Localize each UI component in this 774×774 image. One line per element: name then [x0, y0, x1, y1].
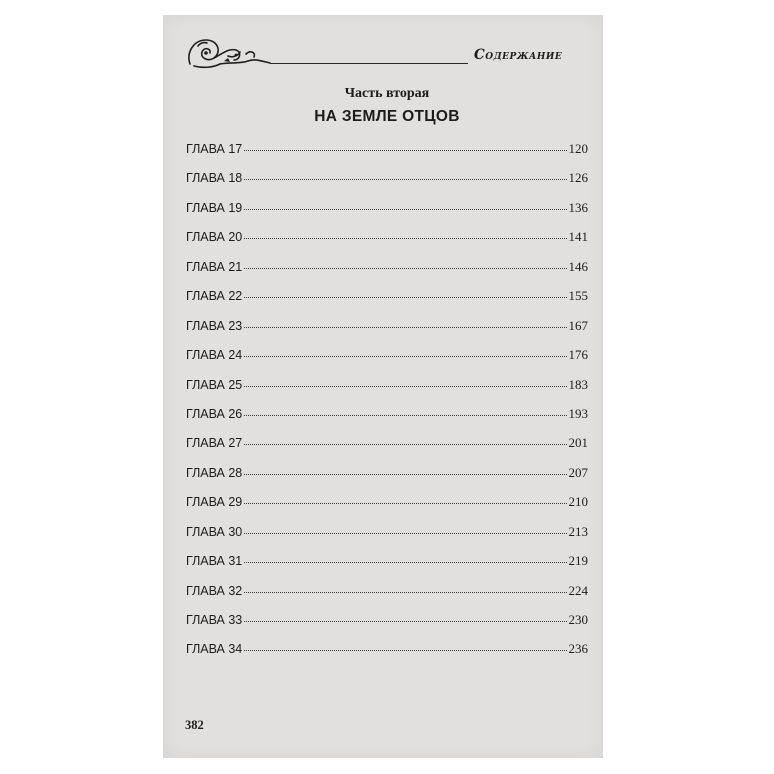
toc-page-number: 224	[568, 582, 588, 598]
toc-leader-dots	[244, 592, 566, 593]
toc-chapter-title: ГЛАВА 29	[186, 495, 243, 510]
toc-leader-dots	[244, 386, 566, 387]
toc-page-number: 230	[568, 612, 588, 627]
toc-page-number: 176	[568, 347, 588, 363]
toc-row	[186, 583, 588, 612]
toc-chapter-title: ГЛАВА 22	[186, 289, 243, 304]
toc-row	[186, 553, 588, 582]
toc-leader-dots	[244, 533, 566, 534]
toc-page-number: 219	[568, 553, 588, 569]
part-title: Часть вторая	[344, 86, 430, 101]
toc-row	[186, 612, 588, 641]
toc-chapter-title: ГЛАВА 27	[186, 436, 243, 451]
toc-chapter-title: ГЛАВА 26	[186, 406, 243, 421]
toc-page-number: 146	[568, 258, 588, 274]
toc-chapter-title: ГЛАВА 33	[186, 613, 243, 627]
toc-chapter-title: ГЛАВА 30	[186, 524, 243, 539]
toc-page-number: 136	[568, 199, 588, 215]
toc-leader-dots	[244, 415, 566, 416]
toc-page-number: 167	[568, 317, 588, 333]
toc-page-number: 207	[568, 464, 588, 480]
toc-row	[186, 229, 588, 258]
toc-leader-dots	[244, 268, 566, 269]
toc-chapter-title: ГЛАВА 24	[186, 348, 243, 363]
toc-row	[186, 465, 588, 494]
toc-leader-dots	[244, 474, 566, 475]
toc-row	[186, 318, 588, 347]
toc-leader-dots	[244, 650, 566, 651]
toc-row	[186, 524, 588, 553]
toc-page-number: 183	[568, 376, 588, 392]
toc-row	[186, 141, 588, 170]
toc-row	[186, 170, 588, 199]
toc-chapter-title: ГЛАВА 32	[186, 583, 243, 598]
toc-page-number: 201	[568, 435, 588, 451]
toc-row	[186, 406, 588, 435]
scroll-ornament-icon	[184, 34, 276, 72]
running-head: Содержание	[474, 47, 563, 63]
toc-leader-dots	[244, 356, 566, 357]
toc-leader-dots	[244, 150, 566, 151]
toc-chapter-title: ГЛАВА 28	[186, 465, 243, 480]
toc-page-number: 193	[568, 405, 588, 421]
toc-row	[186, 494, 588, 523]
toc-page-number: 120	[568, 141, 588, 156]
toc-page-number: 155	[568, 288, 588, 304]
toc-chapter-title: ГЛАВА 20	[186, 230, 243, 245]
toc-leader-dots	[244, 327, 566, 328]
toc-leader-dots	[244, 562, 566, 563]
toc-page-number: 213	[568, 523, 588, 539]
toc-row	[186, 288, 588, 317]
toc-leader-dots	[244, 209, 566, 210]
toc-row	[186, 435, 588, 464]
toc-page-number: 126	[568, 170, 588, 186]
toc-chapter-title: ГЛАВА 19	[186, 200, 243, 215]
toc-chapter-title: ГЛАВА 31	[186, 554, 243, 569]
toc-row	[186, 641, 588, 670]
toc-page-number: 236	[568, 641, 588, 657]
toc-row	[186, 377, 588, 406]
toc-chapter-title: ГЛАВА 17	[186, 142, 243, 156]
toc-row	[186, 347, 588, 376]
toc-chapter-title: ГЛАВА 18	[186, 171, 243, 186]
toc-chapter-title: ГЛАВА 21	[186, 259, 243, 274]
toc-leader-dots	[244, 444, 566, 445]
toc-row	[186, 259, 588, 288]
page-number: 382	[185, 718, 204, 732]
toc-leader-dots	[244, 621, 566, 622]
toc-chapter-title: ГЛАВА 25	[186, 377, 243, 392]
toc-leader-dots	[244, 179, 566, 180]
part-subtitle: НА ЗЕМЛЕ ОТЦОВ	[314, 108, 460, 125]
toc-page-number: 210	[568, 494, 588, 510]
toc-leader-dots	[244, 238, 566, 239]
toc-chapter-title: ГЛАВА 23	[186, 318, 243, 333]
toc-row	[186, 200, 588, 229]
toc-leader-dots	[244, 503, 566, 504]
toc-chapter-title: ГЛАВА 34	[186, 642, 243, 657]
toc-page-number: 141	[568, 229, 588, 245]
table-of-contents	[186, 141, 588, 671]
header-rule	[270, 63, 468, 64]
toc-leader-dots	[244, 297, 566, 298]
